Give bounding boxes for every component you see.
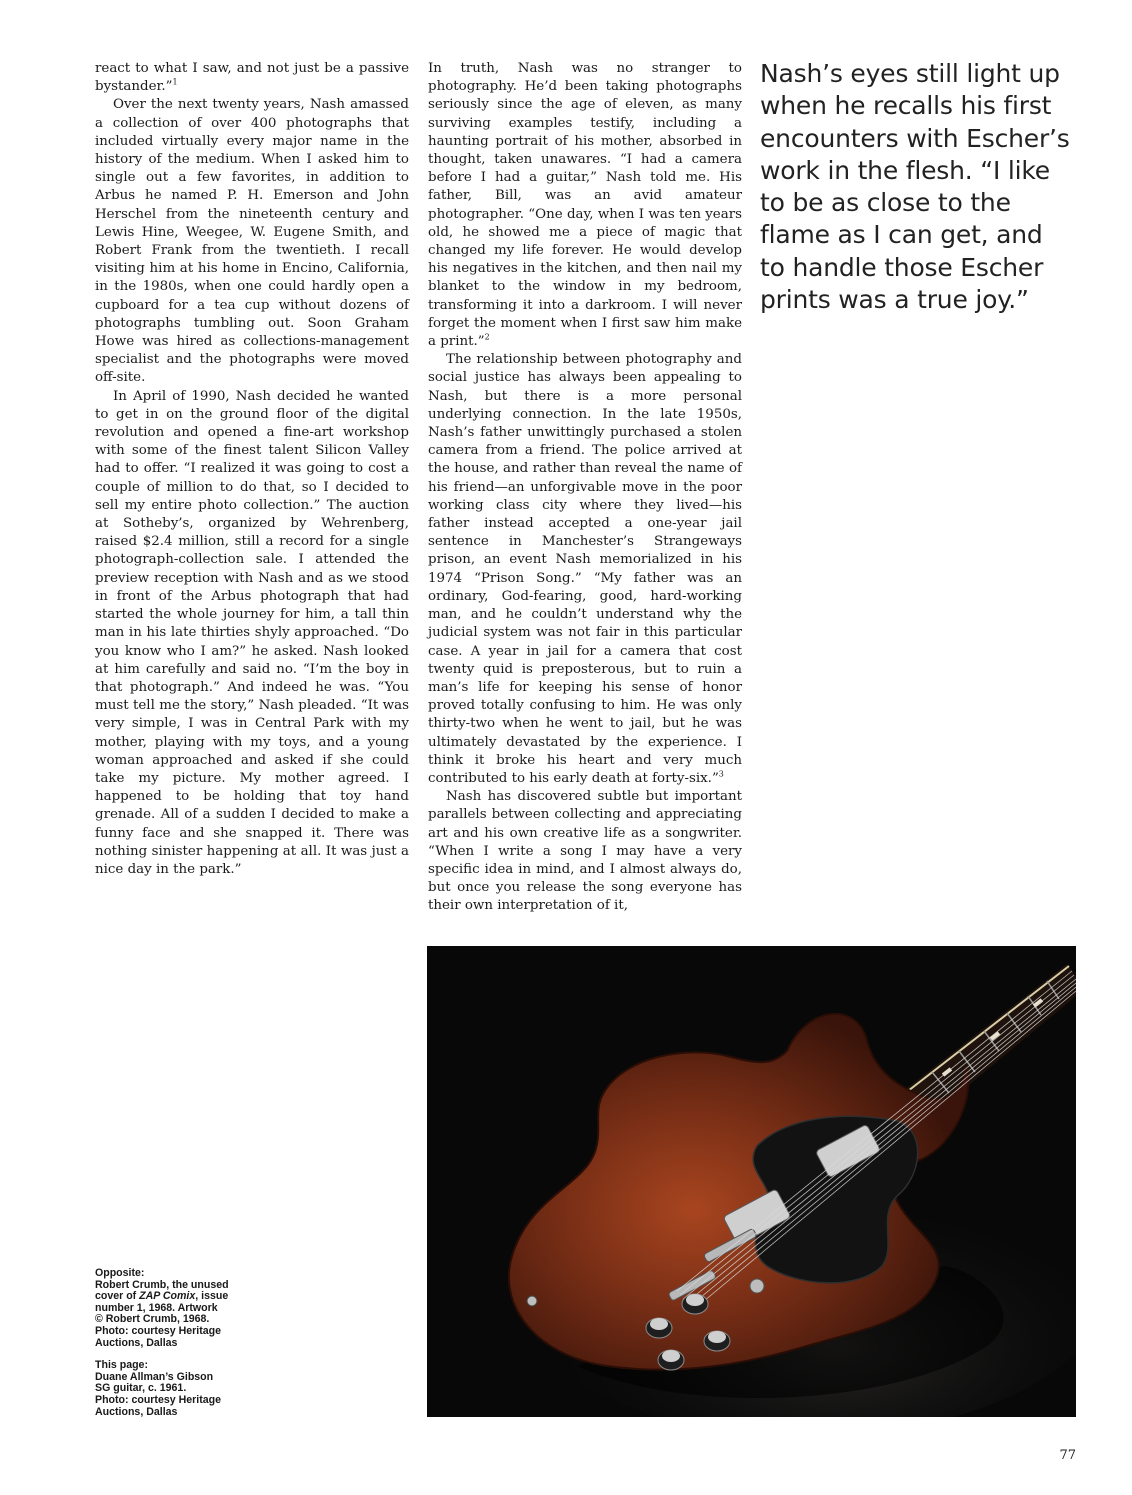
guitar-illustration (427, 946, 1076, 1417)
pull-quote: Nash’s eyes still light up when he recalls his first encounters with Escher’s work in the flesh. “I like to be as close to the flame as I can get, and to handle those Escher prints was a true joy.” (760, 59, 1070, 315)
footnote-marker: 1 (172, 77, 178, 87)
paragraph: In April of 1990, Nash decided he wanted to get in on the ground floor of the digital revolution and opened a fine-art workshop with some of the finest talent Silicon Valley had to offer. “I realized it was going to cost a couple of million to do that, so I decided to sell my entire photo collection.” The auction at Sotheby’s, organized by Wehrenberg, raised $2.4 million, still a record for a single photograph-collection sale. I attended the preview reception with Nash and as we stood in front of the Arbus photograph that had started the whole journey for him, a tall thin man in his late thirties shyly approached. “Do you know who I am?” he asked. Nash looked at him carefully and said no. “I’m the boy in that photograph.” And indeed he was. “You must tell me the story,” Nash pleaded. “It was very simple, I was in Central Park with my mother, playing with my toys, and a young woman approached and asked if she could take my picture. My mother agreed. I happened to be holding that toy hand grenade. All of a sudden I decided to make a funny face and she snapped it. There was nothing sinister happening at all. It was just a nice day in the park.” (95, 388, 409, 877)
paragraph: Nash has discovered subtle but important parallels between collecting and appreciating art and his own creative life as a songwriter. “When I write a song I may have a very specific idea in mind, and I almost always do, but once you release the song everyone has their own interpretation of it, (428, 789, 742, 914)
caption-opposite: Opposite: Robert Crumb, the unused cover of ZAP Comix, issue number 1, 1968. Artwork © Robert Crumb, 1968. Photo: courtesy Heritage Auctions, Dallas (95, 1267, 229, 1349)
caption-this-page: This page: Duane Allman’s Gibson SG guitar, c. 1961. Photo: courtesy Heritage Auctions, Dallas (95, 1359, 221, 1418)
paragraph: Over the next twenty years, Nash amassed a collection of over 400 photographs that included virtually every major name in the history of the medium. When I asked him to single out a few favorites, in addition to Arbus he named P. H. Emerson and John Herschel from the nineteenth century and Lewis Hine, Weegee, W. Eugene Smith, and Robert Frank from the twentieth. I recall visiting him at his home in Encino, California, in the 1980s, when one could hardly open a cupboard for a tea cup without dozens of photographs tumbling out. Soon Graham Howe was hired as collections-management specialist and the photographs were moved off-site. (95, 97, 409, 386)
page-number: 77 (1059, 1448, 1076, 1463)
footnote-marker: 2 (484, 332, 490, 342)
photo-captions (95, 1268, 245, 1429)
footnote-marker: 3 (718, 769, 724, 779)
paragraph: react to what I saw, and not just be a passive bystander.”$^1$ (95, 61, 409, 95)
selector-switch (750, 1279, 764, 1293)
paragraph: The relationship between photography and social justice has always been appealing to Nash, but there is a more personal underlying connection. In the late 1950s, Nash’s father unwittingly purchased a stolen camera from a friend. The police arrived at the house, and rather than reveal the name of his friend—an unforgivable move in the poor working class city where they lived—his father instead accepted a one-year jail sentence in Manchester’s Strangeways prison, an event Nash memorialized in his 1974 “Prison Song.” “My father was an ordinary, God-fearing, good, hard-working man, and he couldn’t understand why the judicial system was not fair in this particular case. A year in jail for a camera that cost twenty quid is preposterous, but to ruin a man’s life for keeping his sense of honor proved totally confusing to him. He was only thirty-two when he went to jail, but he was ultimately devastated by the experience. I think it broke his heart and very much contributed to his early death at forty-six.”$^3$ (428, 352, 742, 786)
text-column-left (95, 60, 409, 879)
output-jack (527, 1296, 537, 1306)
text-column-middle (428, 60, 742, 916)
guitar-photo (427, 946, 1076, 1417)
paragraph: In truth, Nash was no stranger to photography. He’d been taking photographs seriously since the age of eleven, as many surviving examples testify, including a haunting portrait of his mother, absorbed in thought, taken unawares. “I had a camera before I had a guitar,” Nash told me. His father, Bill, was an avid amateur photographer. “One day, when I was ten years old, he showed me a piece of magic that changed my life forever. He would develop his negatives in the kitchen, and then nail my blanket to the window in my bedroom, transforming it into a darkroom. I will never forget the moment when I first saw him make a print.”$^2$ (428, 61, 742, 350)
